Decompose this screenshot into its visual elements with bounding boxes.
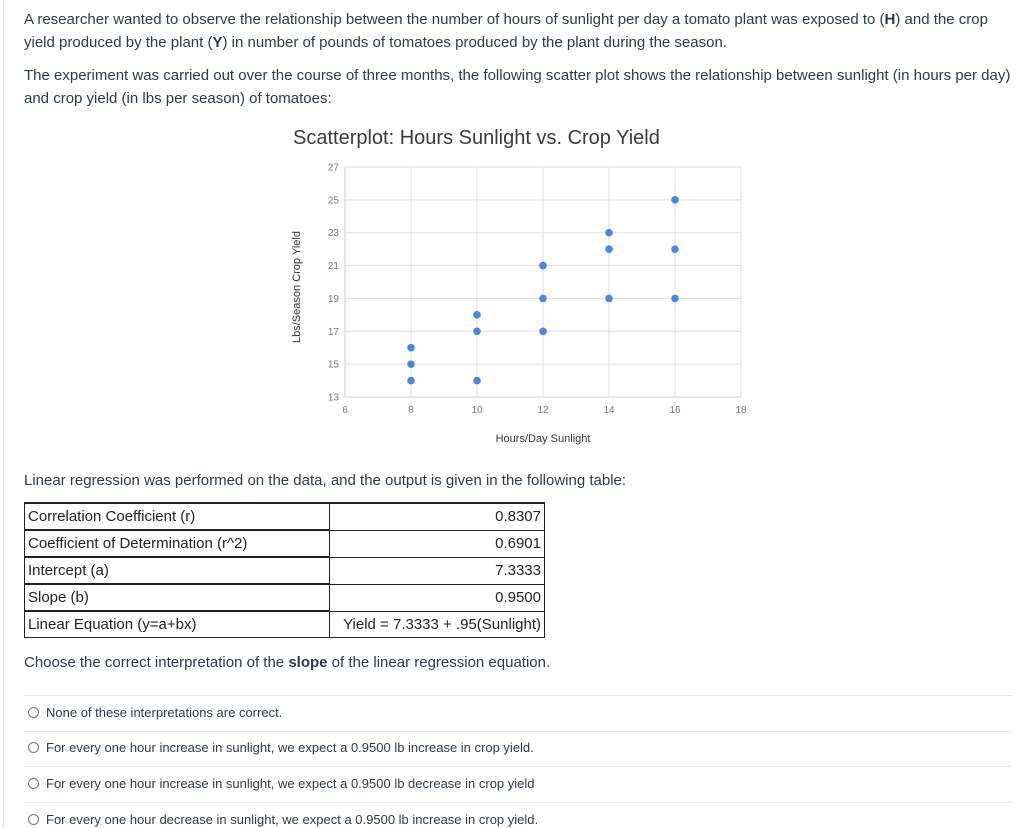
prompt-text-2: of the linear regression equation. (327, 654, 551, 671)
data-point (605, 295, 613, 303)
data-point (539, 295, 547, 303)
regression-row (25, 611, 545, 638)
intro-paragraph (24, 8, 1014, 54)
x-tick-label: 12 (537, 405, 549, 416)
regression-label: Slope (b) (25, 584, 330, 611)
data-point (473, 311, 481, 319)
x-axis-label: Hours/Day Sunlight (495, 433, 591, 445)
chart-title: Scatterplot: Hours Sunlight vs. Crop Yield (293, 127, 660, 149)
regression-row (25, 503, 545, 530)
regression-value: 0.9500 (330, 584, 545, 611)
regression-row (25, 530, 545, 557)
prompt-text-1: Choose the correct interpretation of the (24, 654, 289, 671)
intro-var-h: H (884, 11, 896, 28)
prompt-bold-slope: slope (288, 654, 328, 671)
option-increase-decrease[interactable] (28, 776, 535, 791)
left-border (3, 0, 4, 828)
y-tick-label: 21 (327, 261, 339, 273)
x-tick-label: 16 (669, 405, 681, 416)
option-divider (24, 695, 1012, 696)
radio-button[interactable] (28, 707, 39, 718)
data-point (473, 327, 481, 335)
regression-label: Correlation Coefficient (r) (25, 503, 330, 530)
y-tick-label: 15 (327, 359, 339, 371)
data-point (407, 344, 415, 352)
x-tick-label: 8 (408, 405, 414, 416)
experiment-paragraph: The experiment was carried out over the course of three months, the following scatter plot shows the relationship between sunlight (in hours per day) and crop yield (in lbs per season) of tomatoes: (24, 67, 1011, 107)
question-prompt (24, 651, 1014, 674)
data-point (671, 245, 679, 253)
option-increase-increase[interactable] (28, 740, 534, 755)
chart-grid (345, 167, 741, 397)
regression-label: Intercept (a) (25, 557, 330, 584)
y-tick-label: 13 (327, 392, 339, 404)
regression-table (24, 502, 545, 638)
regression-row (25, 557, 545, 584)
x-tick-label: 18 (735, 405, 747, 416)
option-decrease-increase[interactable] (28, 812, 538, 827)
data-point (605, 245, 613, 253)
intro-text-1: A researcher wanted to observe the relationship between the number of hours of sunlight per day a tomato plant was exposed to ( (24, 11, 885, 28)
x-tick-label: 14 (603, 405, 615, 416)
option-divider (24, 731, 1012, 732)
regression-label: Linear Equation (y=a+bx) (25, 611, 330, 638)
regression-value: 7.3333 (330, 557, 545, 584)
x-tick-label: 6 (342, 405, 348, 416)
option-none-correct[interactable] (28, 705, 282, 720)
x-tick-label: 10 (471, 405, 483, 416)
option-label: For every one hour decrease in sunlight, we expect a 0.9500 lb increase in crop yield. (46, 812, 539, 827)
y-tick-label: 19 (327, 293, 339, 305)
option-divider (24, 766, 1012, 767)
y-tick-labels (328, 163, 340, 404)
y-tick-label: 25 (327, 195, 339, 207)
y-tick-label: 23 (327, 228, 339, 240)
y-tick-label: 17 (327, 326, 339, 338)
option-divider (24, 802, 1012, 803)
data-point (539, 262, 547, 270)
intro-var-y: Y (212, 34, 223, 51)
regression-intro: Linear regression was performed on the data, and the output is given in the following table: (24, 472, 627, 489)
intro-text-3: ) in number of pounds of tomatoes produced by the plant during the season. (222, 34, 727, 51)
data-point (407, 377, 415, 385)
scatter-chart (280, 152, 760, 452)
option-label: For every one hour increase in sunlight, we expect a 0.9500 lb decrease in crop yield (46, 776, 535, 791)
data-point (605, 229, 613, 237)
regression-label: Coefficient of Determination (r^2) (25, 530, 330, 557)
regression-value: 0.6901 (330, 530, 545, 557)
regression-row (25, 584, 545, 611)
data-point (671, 196, 679, 204)
regression-value: 0.8307 (330, 503, 545, 530)
radio-button[interactable] (28, 742, 39, 753)
y-tick-label: 27 (327, 162, 339, 174)
radio-button[interactable] (28, 778, 39, 789)
option-label: For every one hour increase in sunlight, we expect a 0.9500 lb increase in crop yield. (46, 740, 534, 755)
data-point (539, 327, 547, 335)
x-tick-labels (342, 405, 747, 416)
data-point (671, 295, 679, 303)
data-point (407, 360, 415, 368)
intro-text-2: ) and the crop yield produced by the plant ( (24, 11, 988, 51)
y-axis-label: Lbs/Season Crop Yield (291, 231, 303, 343)
data-point (473, 377, 481, 385)
radio-button[interactable] (28, 814, 39, 825)
regression-value: Yield = 7.3333 + .95(Sunlight) (330, 611, 545, 638)
option-label: None of these interpretations are correct. (46, 705, 283, 720)
